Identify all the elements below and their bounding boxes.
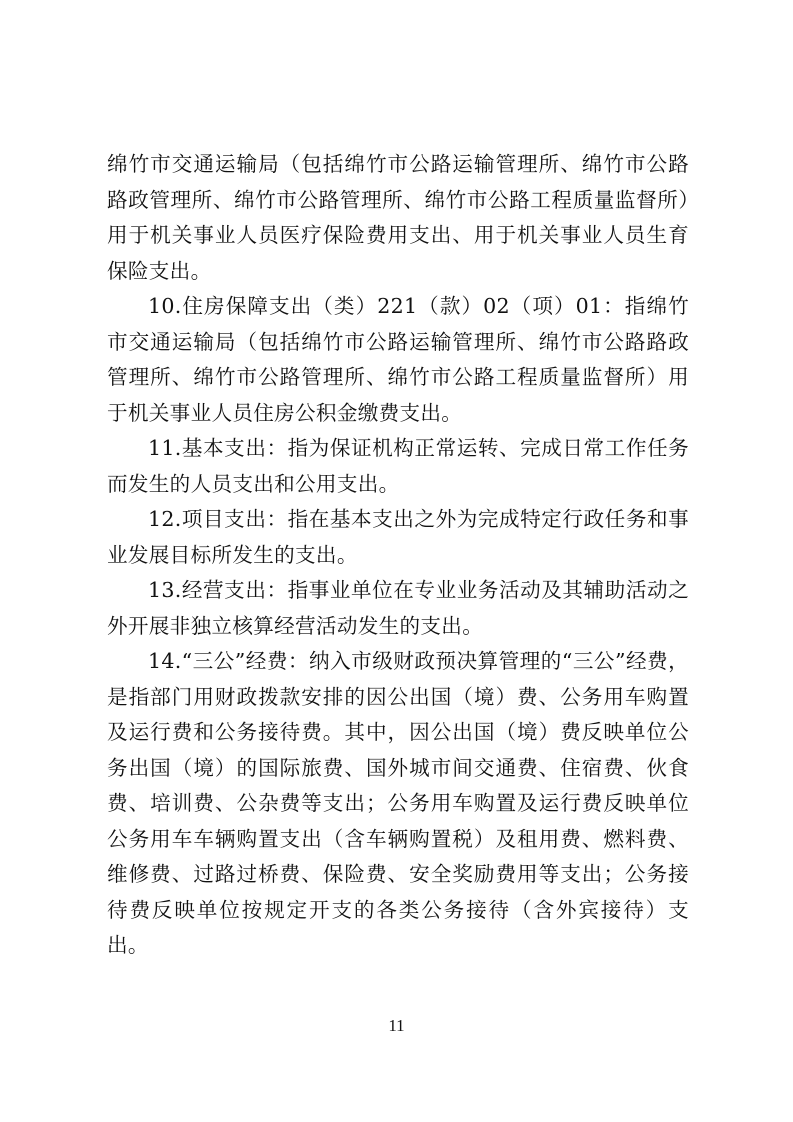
paragraph-item-11: 11.基本支出：指为保证机构正常运转、完成日常工作任务而发生的人员支出和公用支出。	[107, 436, 689, 496]
paragraph-item-13: 13.经营支出：指事业单位在专业业务活动及其辅助活动之外开展非独立核算经营活动发生的支出。	[107, 578, 689, 638]
document-body	[107, 147, 689, 964]
paragraph-item-12: 12.项目支出：指在基本支出之外为完成特定行政任务和事业发展目标所发生的支出。	[107, 507, 689, 567]
page-number: 11	[388, 1016, 405, 1035]
paragraph-item-14: 14.“三公”经费：纳入市级财政预决算管理的“三公”经费，是指部门用财政拨款安排的因公出国（境）费、公务用车购置及运行费和公务接待费。其中，因公出国（境）费反映单位公务出国（境）的国际旅费、国外城市间交通费、住宿费、伙食费、培训费、公杂费等支出；公务用车购置及运行费反映单位公务用车车辆购置支出（含车辆购置税）及租用费、燃料费、维修费、过路过桥费、保险费、安全奖励费用等支出；公务接待费反映单位按规定开支的各类公务接待（含外宾接待）支出。	[107, 649, 689, 957]
paragraph-continuation: 绵竹市交通运输局（包括绵竹市公路运输管理所、绵竹市公路路政管理所、绵竹市公路管理所、绵竹市公路工程质量监督所）用于机关事业人员医疗保险费用支出、用于机关事业人员生育保险支出。	[107, 152, 689, 283]
paragraph-item-10: 10.住房保障支出（类）221（款）02（项）01：指绵竹市交通运输局（包括绵竹市公路运输管理所、绵竹市公路路政管理所、绵竹市公路管理所、绵竹市公路工程质量监督所）用于机关事业人员住房公积金缴费支出。	[107, 294, 689, 425]
